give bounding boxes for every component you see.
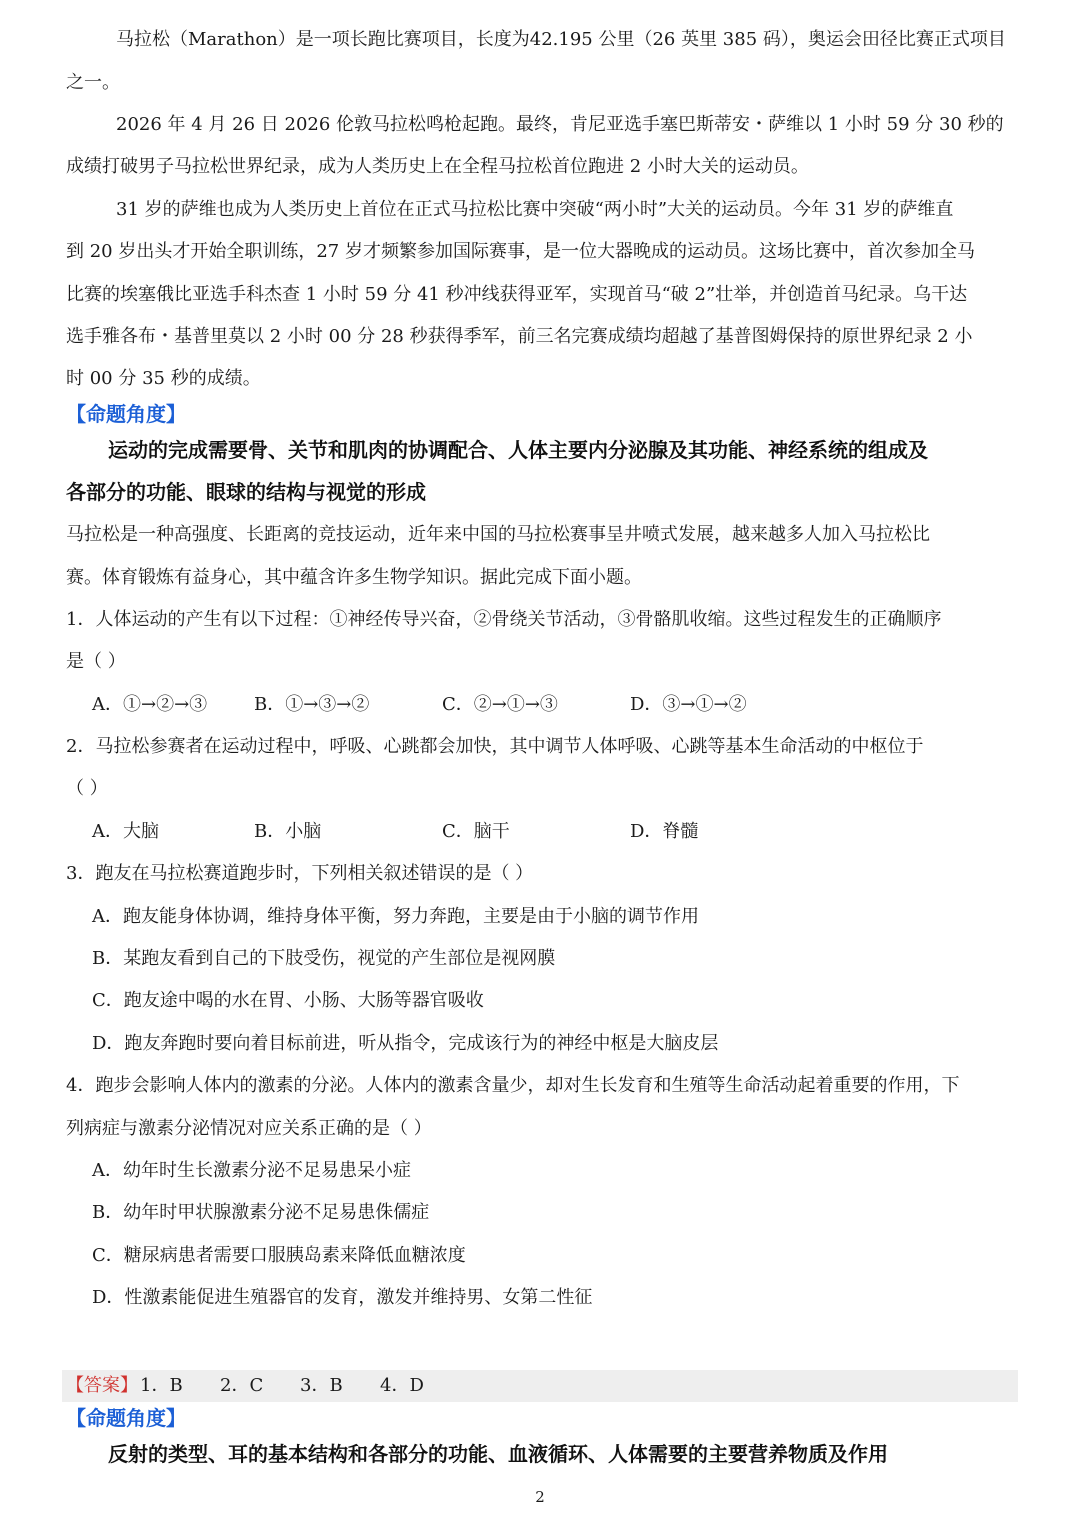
question-1-line-2: 是（ ） [66, 651, 126, 672]
question-1-option-b: B．①→③→② [254, 694, 370, 715]
answer-tag: 【答案】 [66, 1375, 138, 1396]
question-4-line-2: 列病症与激素分泌情况对应关系正确的是（ ） [66, 1118, 432, 1139]
intro-paragraph-3-line-2: 到 20 岁出头才开始全职训练，27 岁才频繁参加国际赛事，是一位大器晚成的运动员。这场比赛中，首次参加全马 [66, 241, 975, 262]
question-3-option-c: C．跑友途中喝的水在胃、小肠、大肠等器官吸收 [92, 990, 484, 1011]
page-number: 2 [535, 1488, 545, 1506]
question-2-option-b: B．小脑 [254, 821, 322, 842]
intro-paragraph-1-line-2: 之一。 [66, 72, 120, 93]
answer-item-2: 2．C [220, 1375, 264, 1396]
answer-item-4: 4．D [380, 1375, 424, 1396]
question-4-line-1: 4．跑步会影响人体内的激素的分泌。人体内的激素含量少，却对生长发育和生殖等生命活动起着重要的作用，下 [66, 1075, 960, 1096]
intro-paragraph-2-line-2: 成绩打破男子马拉松世界纪录，成为人类历史上在全程马拉松首位跑进 2 小时大关的运动员。 [66, 156, 809, 177]
question-1-option-d: D．③→①→② [630, 694, 747, 715]
question-stem-line-2: 赛。体育锻炼有益身心，其中蕴含许多生物学知识。据此完成下面小题。 [66, 567, 642, 588]
intro-paragraph-3-line-4: 选手雅各布・基普里莫以 2 小时 00 分 28 秒获得季军，前三名完赛成绩均超越了基普图姆保持的原世界纪录 2 小 [66, 326, 973, 347]
proposition-angle-1-heading-line-2: 各部分的功能、眼球的结构与视觉的形成 [66, 480, 426, 504]
intro-paragraph-3-line-1: 31 岁的萨维也成为人类历史上首位在正式马拉松比赛中突破“两小时”大关的运动员。今年 31 岁的萨维直 [116, 199, 954, 220]
question-2-line-1: 2．马拉松参赛者在运动过程中，呼吸、心跳都会加快，其中调节人体呼吸、心跳等基本生命活动的中枢位于 [66, 736, 924, 757]
question-1-line-1: 1．人体运动的产生有以下过程：①神经传导兴奋，②骨绕关节活动，③骨骼肌收缩。这些过程发生的正确顺序 [66, 609, 942, 630]
question-2-line-2: （ ） [66, 778, 108, 799]
question-4-option-b: B．幼年时甲状腺激素分泌不足易患侏儒症 [92, 1202, 430, 1223]
answer-item-3: 3．B [300, 1375, 343, 1396]
question-4-option-c: C．糖尿病患者需要口服胰岛素来降低血糖浓度 [92, 1245, 466, 1266]
intro-paragraph-1-line-1: 马拉松（Marathon）是一项长跑比赛项目，长度为42.195 公里（26 英里 385 码），奥运会田径比赛正式项目 [116, 29, 1006, 50]
question-4-option-a: A．幼年时生长激素分泌不足易患呆小症 [92, 1160, 411, 1181]
proposition-angle-tag-2: 【命题角度】 [66, 1406, 186, 1430]
question-3-option-d: D．跑友奔跑时要向着目标前进，听从指令，完成该行为的神经中枢是大脑皮层 [92, 1033, 719, 1054]
answer-bar [62, 1370, 1018, 1402]
question-3-option-a: A．跑友能身体协调，维持身体平衡，努力奔跑，主要是由于小脑的调节作用 [92, 906, 699, 927]
proposition-angle-1-heading-line-1: 运动的完成需要骨、关节和肌肉的协调配合、人体主要内分泌腺及其功能、神经系统的组成及 [108, 438, 928, 462]
question-2-option-d: D．脊髓 [630, 821, 699, 842]
intro-paragraph-2-line-1: 2026 年 4 月 26 日 2026 伦敦马拉松鸣枪起跑。最终，肯尼亚选手塞巴斯蒂安・萨维以 1 小时 59 分 30 秒的 [116, 114, 1004, 135]
question-stem-line-1: 马拉松是一种高强度、长距离的竞技运动，近年来中国的马拉松赛事呈井喷式发展，越来越多人加入马拉松比 [66, 524, 930, 545]
question-2-option-a: A．大脑 [92, 821, 159, 842]
answer-item-1: 1．B [140, 1375, 183, 1396]
intro-paragraph-3-line-5: 时 00 分 35 秒的成绩。 [66, 368, 261, 389]
question-2-option-c: C．脑干 [442, 821, 510, 842]
intro-paragraph-3-line-3: 比赛的埃塞俄比亚选手科杰查 1 小时 59 分 41 秒冲线获得亚军，实现首马“破 2”壮举，并创造首马纪录。乌干达 [66, 284, 968, 305]
proposition-angle-tag-1: 【命题角度】 [66, 402, 186, 426]
question-4-option-d: D．性激素能促进生殖器官的发育，激发并维持男、女第二性征 [92, 1287, 593, 1308]
proposition-angle-2-heading-line-1: 反射的类型、耳的基本结构和各部分的功能、血液循环、人体需要的主要营养物质及作用 [108, 1442, 888, 1466]
question-3-option-b: B．某跑友看到自己的下肢受伤，视觉的产生部位是视网膜 [92, 948, 556, 969]
question-1-option-a: A．①→②→③ [92, 694, 208, 715]
question-3-line-1: 3．跑友在马拉松赛道跑步时，下列相关叙述错误的是（ ） [66, 863, 534, 884]
question-1-option-c: C．②→①→③ [442, 694, 558, 715]
